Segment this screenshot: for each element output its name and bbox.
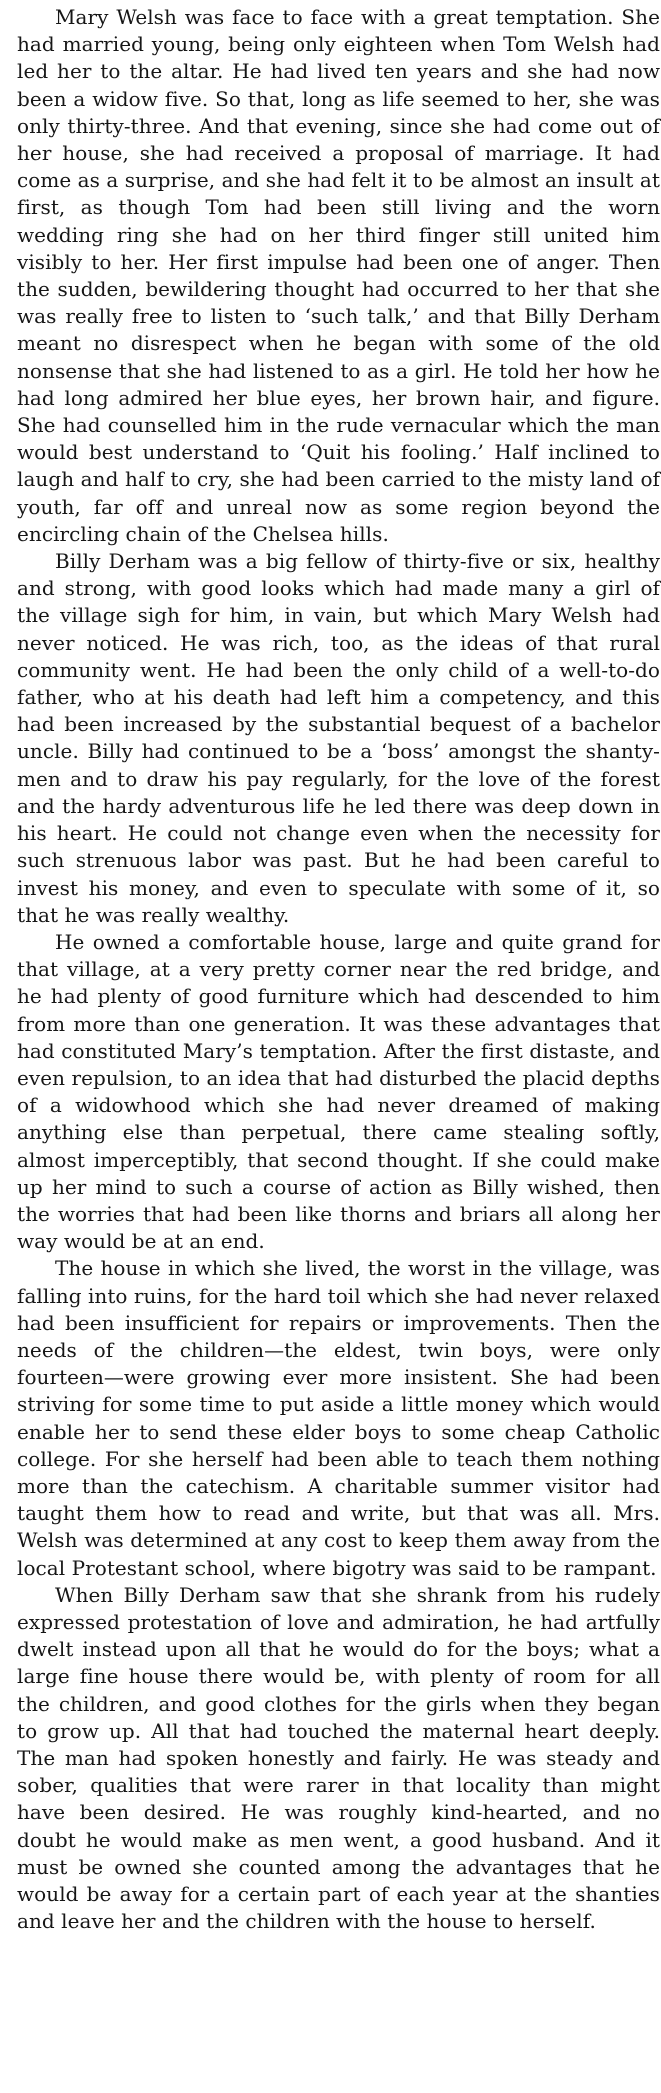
article-column <box>17 4 660 1935</box>
paragraph-1: Mary Welsh was face to face with a great temptation. She had married young, being only eighteen when Tom Welsh had led her to the altar. He had lived ten years and she had now been a widow five. So that, long as life seemed to her, she was only thirty-three. And that evening, since she had come out of her house, she had received a proposal of marriage. It had come as a surprise, and she had felt it to be almost an insult at first, as though Tom had been still living and the worn wedding ring she had on her third finger still united him visibly to her. Her first impulse had been one of anger. Then the sudden, bewildering thought had occurred to her that she was really free to listen to ‘such talk,’ and that Billy Derham meant no disrespect when he began with some of the old nonsense that she had listened to as a girl. He told her how he had long admired her blue eyes, her brown hair, and figure. She had counselled him in the rude vernacular which the man would best understand to ‘Quit his fooling.’ Half inclined to laugh and half to cry, she had been carried to the misty land of youth, far off and unreal now as some region beyond the encircling chain of the Chelsea hills. <box>17 5 660 546</box>
paragraph-2: Billy Derham was a big fellow of thirty-five or six, healthy and strong, with good looks which had made many a girl of the village sigh for him, in vain, but which Mary Welsh had never noticed. He was rich, too, as the ideas of that rural community went. He had been the only child of a well-to-do father, who at his death had left him a competency, and this had been increased by the substantial bequest of a bachelor uncle. Billy had continued to be a ‘boss’ amongst the shanty-men and to draw his pay regularly, for the love of the forest and the hardy adventurous life he led there was deep down in his heart. He could not change even when the necessity for such strenuous labor was past. But he had been careful to invest his money, and even to speculate with some of it, so that he was really wealthy. <box>17 549 660 927</box>
paragraph-5: When Billy Derham saw that she shrank from his rudely expressed protestation of love and admiration, he had artfully dwelt instead upon all that he would do for the boys; what a large fine house there would be, with plenty of room for all the children, and good clothes for the girls when they began to grow up. All that had touched the maternal heart deeply. The man had spoken honestly and fairly. He was steady and sober, qualities that were rarer in that locality than might have been desired. He was roughly kind-hearted, and no doubt he would make as men went, a good husband. And it must be owned she counted among the advantages that he would be away for a certain part of each year at the shanties and leave her and the children with the house to herself. <box>17 1582 660 1934</box>
paragraph-4: The house in which she lived, the worst in the village, was falling into ruins, for the hard toil which she had never relaxed had been insufficient for repairs or improvements. Then the needs of the children—the eldest, twin boys, were only fourteen—were growing ever more insistent. She had been striving for some time to put aside a little money which would enable her to send these elder boys to some cheap Catholic college. For she herself had been able to teach them nothing more than the catechism. A charitable summer visitor had taught them how to read and write, but that was all. Mrs. Welsh was determined at any cost to keep them away from the local Protestant school, where bigotry was said to be rampant. <box>17 1256 660 1580</box>
paragraph-3: He owned a comfortable house, large and quite grand for that village, at a very pretty corner near the red bridge, and he had plenty of good furniture which had descended to him from more than one generation. It was these advantages that had constituted Mary’s temptation. After the first distaste, and even repulsion, to an idea that had disturbed the placid depths of a widowhood which she had never dreamed of making anything else than perpetual, there came stealing softly, almost imperceptibly, that second thought. If she could make up her mind to such a course of action as Billy wished, then the worries that had been like thorns and briars all along her way would be at an end. <box>17 929 660 1254</box>
